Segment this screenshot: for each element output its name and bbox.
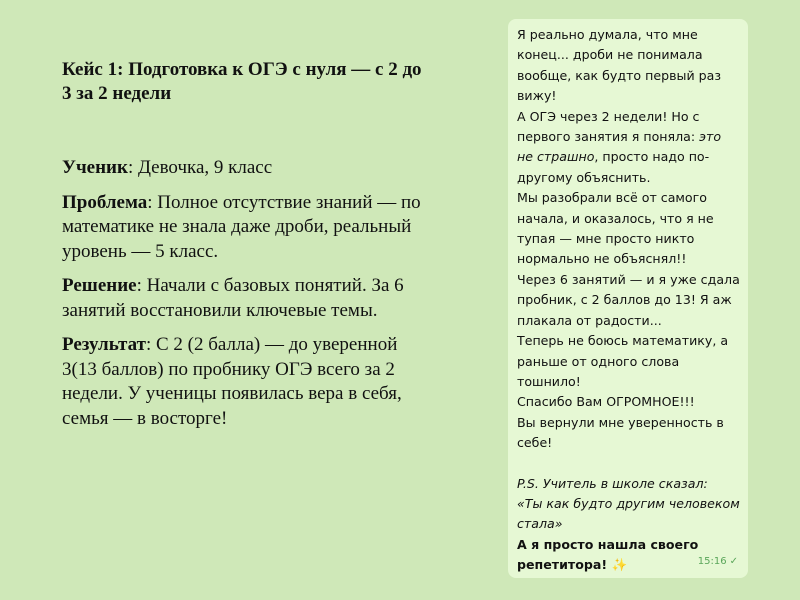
message-text: , просто надо по-другому объяснить. — [517, 149, 710, 185]
message-paragraph: Спасибо Вам ОГРОМНОЕ!!! — [517, 394, 695, 410]
message-paragraph: Вы вернули мне уверенность в себе! — [517, 414, 724, 451]
message-text: А ОГЭ через 2 недели! Но с первого занятия я поняла: — [517, 108, 700, 145]
solution-label: Решение — [62, 275, 137, 296]
message-paragraph — [517, 107, 740, 189]
case-result — [62, 333, 422, 431]
solution-text: : Начали с базовых понятий. За 6 занятий восстановили ключевые темы. — [62, 275, 404, 321]
student-text: : Девочка, 9 класс — [127, 157, 273, 178]
message-paragraph: Я реально думала, что мне конец... дроби не понимала вообще, как будто первый раз вижу! — [517, 27, 722, 104]
sparkles-icon: ✨ — [611, 557, 628, 573]
case-title: Кейс 1: Подготовка к ОГЭ с нуля — с 2 до 3 за 2 недели — [62, 59, 422, 104]
message-italic-text: это не страшно — [517, 129, 722, 165]
chat-message-bubble — [508, 19, 748, 578]
case-solution — [62, 274, 422, 323]
result-text: : С 2 (2 балла) — до уверенной 3(13 баллов) по пробнику ОГЭ всего за 2 недели. У ученицы появилась вера в себя, семья — в восторге! — [62, 334, 402, 429]
message-spacer — [517, 454, 740, 474]
ps-quote: «Ты как будто другим человеком стала» — [517, 495, 740, 532]
case-problem — [62, 191, 422, 265]
message-paragraph: Мы разобрали всё от самого начала, и оказалось, что я не тупая — мне просто никто нормально не объяснял!! — [517, 190, 714, 267]
case-student — [62, 156, 422, 181]
message-paragraph: Через 6 занятий — и я уже сдала пробник, с 2 баллов до 13! Я аж плакала от радости... — [517, 271, 740, 328]
result-label: Результат — [62, 334, 146, 355]
message-time: 15:16 — [697, 555, 727, 567]
problem-label: Проблема — [62, 191, 148, 213]
message-paragraph: Теперь не боюсь математику, а раньше от одного слова тошнило! — [517, 333, 729, 389]
case-description — [62, 58, 422, 441]
problem-text: : Полное отсутствие знаний — по математике не знала даже дроби, реальный уровень — 5 класс. — [62, 191, 421, 262]
message-meta — [698, 552, 738, 572]
read-check-icon: ✓ — [729, 555, 738, 567]
ps-closing-text: А я просто нашла своего репетитора! — [517, 536, 699, 573]
ps-line: P.S. Учитель в школе сказал: — [517, 475, 708, 491]
student-label: Ученик — [62, 157, 128, 178]
